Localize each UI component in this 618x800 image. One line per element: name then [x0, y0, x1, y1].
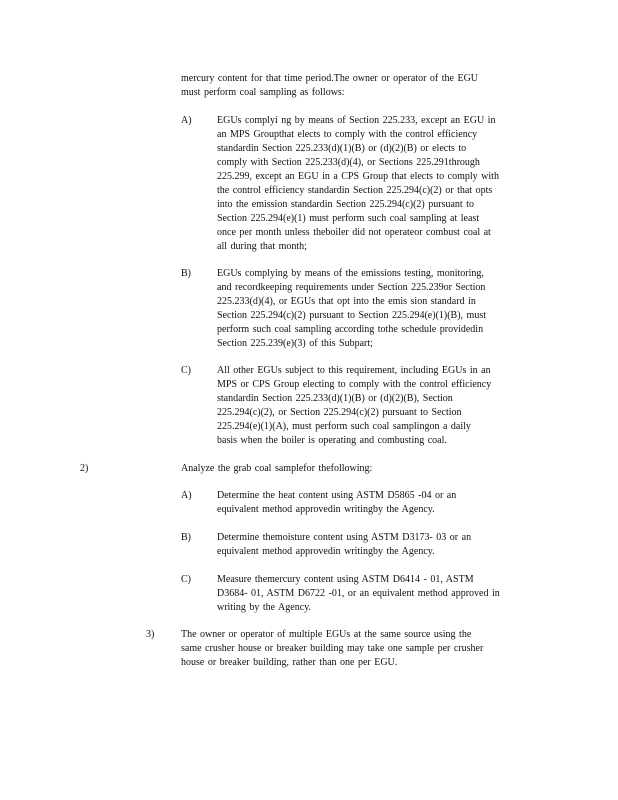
subitem-label: B) — [181, 532, 191, 543]
subitem-label: B) — [181, 268, 191, 279]
item-paragraph: The owner or operator of multiple EGUs at the same source using the same crusher house or breaker building may take one sample per crusher house or breaker building, rather than one per EGU. — [181, 629, 484, 668]
subitem-paragraph: All other EGUs subject to this requirement, including EGUs in an MPS or CPS Group electing to comply with the control efficiency standardin Section 225.233(d)(1)(B) or (d)(2)(B), Section 225.294(c)(2), or Section 225.294(c)(2) pursuant to Section 225.294(e)(1)(A), must perform such coal samplingon a daily basis when the boiler is operating and combusting coal. — [217, 365, 492, 446]
subitem-paragraph: Determine the heat content using ASTM D5865 -04 or an equivalent method approvedin writingby the Agency. — [217, 490, 457, 515]
subitem-label: A) — [181, 115, 192, 126]
subitem-label: A) — [181, 490, 192, 501]
subitem-label: C) — [181, 365, 191, 376]
subitem-paragraph: Measure themercury content using ASTM D6414 - 01, ASTM D3684- 01, ASTM D6722 -01, or an equivalent method approved in writing by the Agency. — [217, 574, 500, 613]
subitem-paragraph: EGUs complying by means of the emissions testing, monitoring, and recordkeeping requirements under Section 225.239or Section 225.233(d)(4), or EGUs that opt into the emis sion standard in Section 225.294(c)(2) pursuant to Section 225.294(e)(1)(B), must perform such coal sampling according tothe schedule providedin Section 225.239(e)(3) of this Subpart; — [217, 268, 487, 349]
item-label: 3) — [146, 629, 155, 640]
subitem-paragraph: Determine themoisture content using ASTM D3173- 03 or an equivalent method approvedin writingby the Agency. — [217, 532, 472, 557]
intro-paragraph: mercury content for that time period.The owner or operator of the EGU must perform coal sampling as follows: — [181, 73, 479, 98]
item-label: 2) — [80, 463, 89, 474]
subitem-paragraph: EGUs complyi ng by means of Section 225.233, except an EGU in an MPS Groupthat elects to comply with the control efficiency standardin Section 225.233(d)(1)(B) or (d)(2)(B) or elects to comply with Section 225.233(d)(4), or Sections 225.291through 225.299, except an EGU in a CPS Group that elects to comply with the control efficiency standardin Section 225.294(c)(2) or that opts into the emission standardin Section 225.294(c)(2) pursuant to Section 225.294(e)(1) must perform such coal sampling at least once per month unless theboiler did not operateor combust coal at all during that month; — [217, 115, 499, 252]
subitem-label: C) — [181, 574, 191, 585]
item-paragraph: Analyze the grab coal samplefor thefollowing: — [181, 463, 373, 474]
